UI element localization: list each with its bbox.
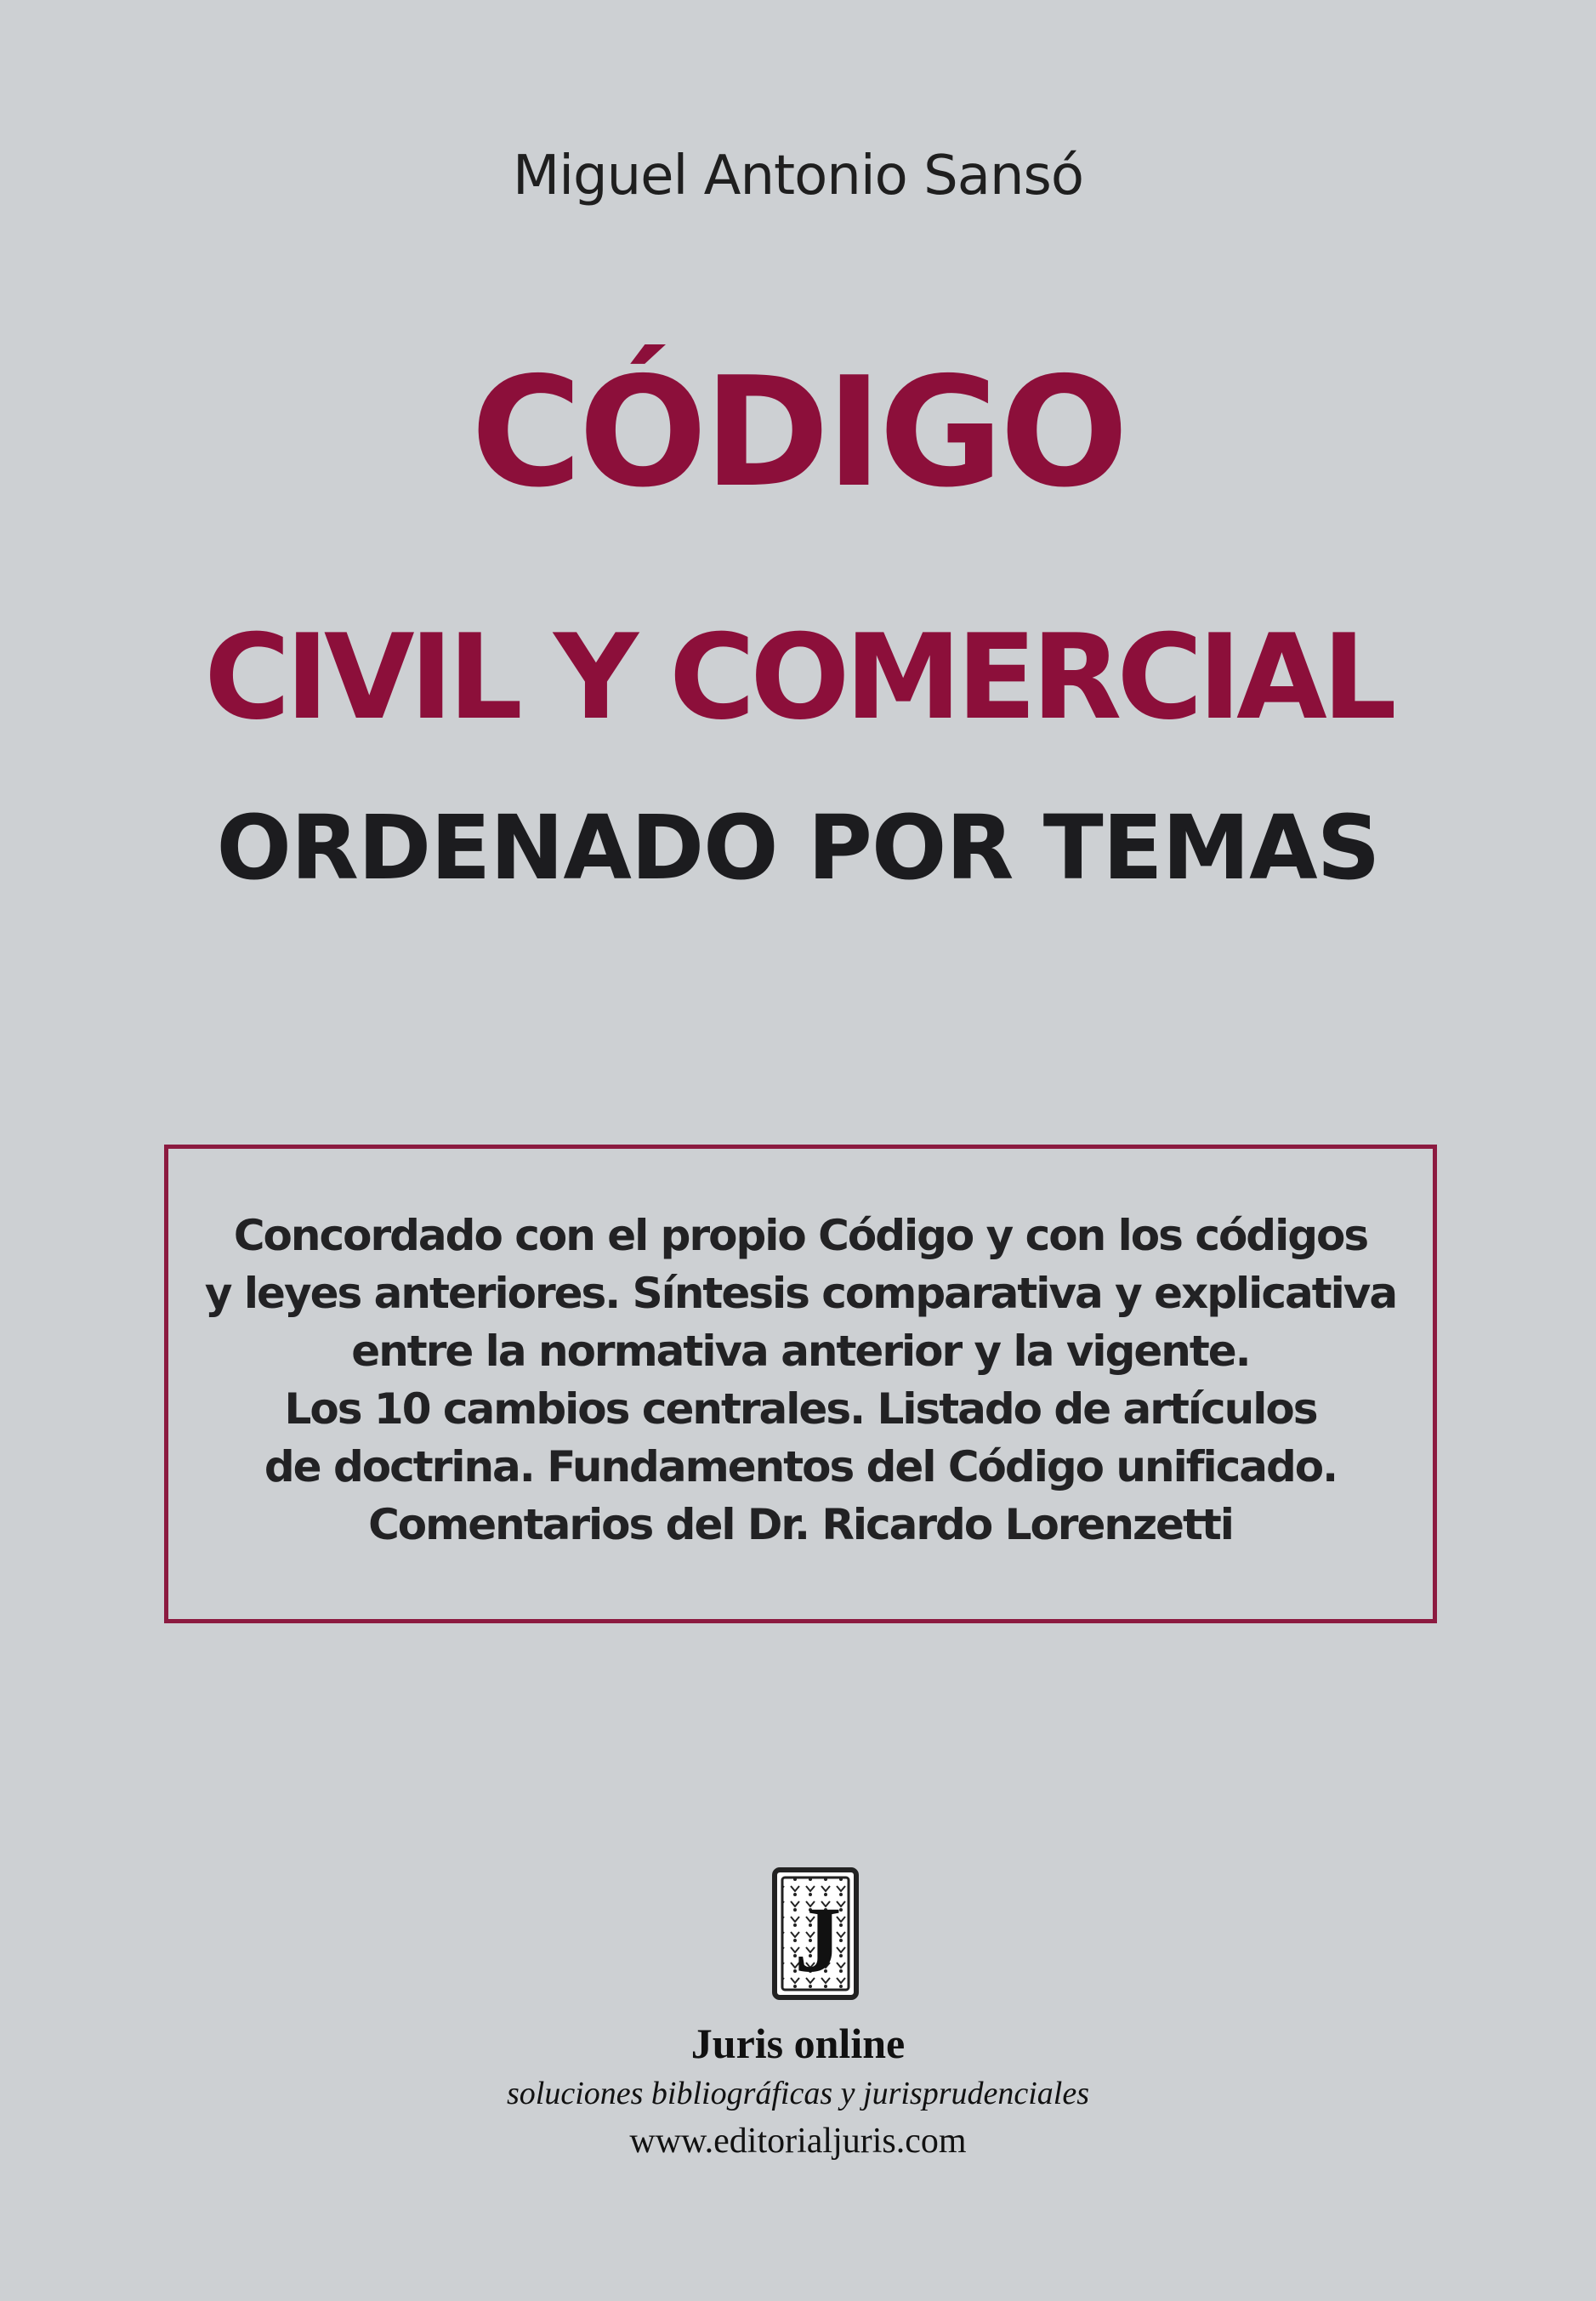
description-line: Los 10 cambios centrales. Listado de artículos (284, 1384, 1317, 1434)
description-line: Concordado con el propio Código y con los códigos (233, 1211, 1368, 1260)
description-line: entre la normativa anterior y la vigente. (351, 1327, 1250, 1376)
description-line: y leyes anteriores. Síntesis comparativa y explicativa (204, 1269, 1397, 1318)
description-line: Comentarios del Dr. Ricardo Lorenzetti (368, 1500, 1233, 1549)
book-title: CÓDIGO (470, 344, 1126, 520)
publisher-tagline: soluciones bibliográficas y jurisprudenciales (506, 2076, 1089, 2111)
logo-letter: J (794, 1888, 842, 1991)
description-box (164, 1145, 1437, 1623)
description-text (168, 1207, 1433, 1554)
author-name: Miguel Antonio Sansó (512, 145, 1084, 207)
juris-j-logo-icon (772, 1867, 859, 2000)
publisher-name: Juris online (690, 2020, 906, 2067)
description-line: de doctrina. Fundamentos del Código unificado. (264, 1442, 1338, 1491)
book-subtitle-secondary: ORDENADO POR TEMAS (216, 796, 1380, 900)
publisher-url: www.editorialjuris.com (629, 2122, 967, 2161)
book-subtitle: CIVIL Y COMERCIAL (204, 609, 1392, 746)
